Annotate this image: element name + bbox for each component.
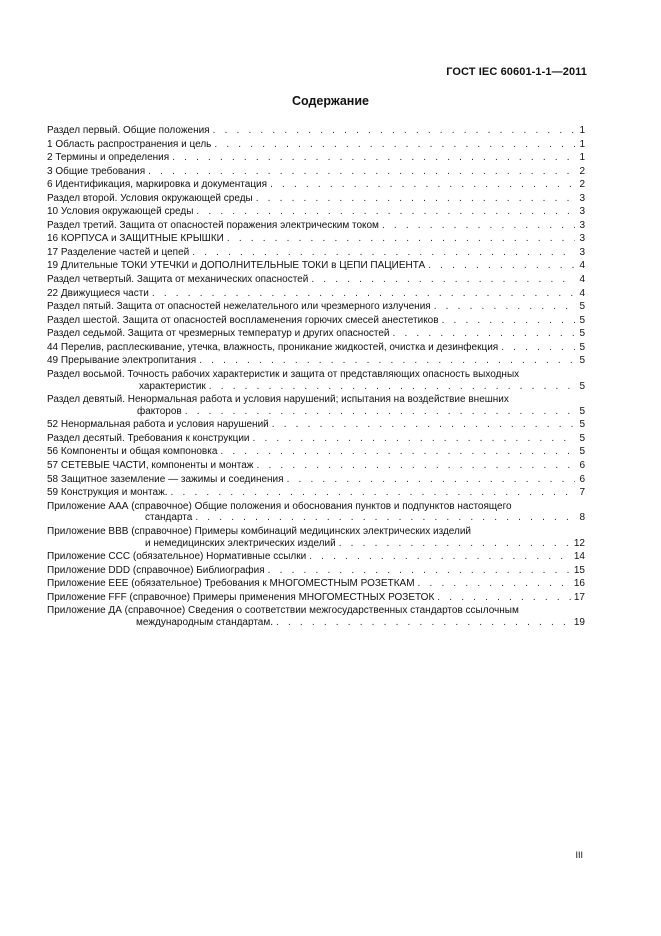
toc-entry[interactable] [47, 605, 585, 628]
dot-leader [268, 565, 572, 577]
dot-leader [213, 125, 575, 137]
dot-leader [253, 433, 576, 445]
toc-entry-page: 3 [579, 246, 585, 258]
toc-entry-page: 5 [579, 380, 585, 392]
toc-entry-label: 49 Прерывание электропитания [47, 355, 197, 367]
toc-entry-label: 10 Условия окружающей среды [47, 206, 194, 218]
toc-entry[interactable] [47, 433, 585, 445]
toc-entry-label: Раздел третий. Защита от опасностей поражения электрическим током [47, 219, 379, 231]
toc-entry-label: 44 Перелив, расплескивание, утечка, влажность, проникание жидкостей, очистка и дезинфекция [47, 341, 499, 353]
toc-entry-page: 15 [573, 564, 585, 576]
toc-entry[interactable] [47, 369, 585, 392]
toc-entry-page: 4 [579, 274, 585, 286]
toc-entry-label: Приложение DDD (справочное) Библиография [47, 564, 265, 576]
toc-entry-label: 6 Идентификация, маркировка и документация [47, 179, 268, 191]
toc-entry-page: 3 [579, 219, 585, 231]
toc-entry[interactable] [47, 301, 585, 313]
toc-entry-page: 5 [579, 341, 585, 353]
dot-leader [311, 274, 575, 286]
toc-entry[interactable] [47, 274, 585, 286]
toc-entry-page: 3 [579, 206, 585, 218]
dot-leader [287, 474, 575, 486]
toc-entry[interactable] [47, 220, 585, 232]
dot-leader [418, 578, 572, 590]
toc-entry-page: 5 [579, 405, 585, 417]
dot-leader [434, 301, 575, 313]
toc-entry-label: Раздел восьмой. Точность рабочих характеристик и защита от представляющих опасность выходных [47, 368, 520, 380]
toc-entry-page: 7 [579, 487, 585, 499]
dot-leader [185, 406, 575, 418]
toc-entry-label: 3 Общие требования [47, 165, 146, 177]
dot-leader [428, 260, 575, 272]
toc-entry[interactable] [47, 419, 585, 431]
dot-leader [276, 617, 572, 629]
toc-entry-label: Раздел четвертый. Защита от механических опасностей [47, 274, 309, 286]
toc-entry-page: 5 [579, 301, 585, 313]
dot-leader [171, 487, 575, 499]
toc-entry-page: 4 [579, 287, 585, 299]
dot-leader [195, 512, 575, 524]
dot-leader [227, 233, 575, 245]
dot-leader [172, 152, 575, 164]
toc-entry-label: 59 Конструкция и монтаж. [47, 487, 168, 499]
toc-entry-label: 1 Область распространения и цель [47, 138, 212, 150]
toc-entry-page: 16 [573, 578, 585, 590]
toc-entry[interactable] [47, 328, 585, 340]
toc-entry-page: 5 [579, 328, 585, 340]
toc-entry-page: 2 [579, 179, 585, 191]
toc-entry-label: Раздел первый. Общие положения [47, 125, 210, 136]
dot-leader [442, 315, 575, 327]
dot-leader [209, 381, 575, 393]
toc-entry[interactable] [47, 193, 585, 205]
dot-leader [382, 220, 575, 232]
toc-entry-label: Раздел седьмой. Защита от чрезмерных температур и других опасностей [47, 328, 390, 340]
toc-entry[interactable] [47, 355, 585, 367]
toc-entry[interactable] [47, 315, 585, 327]
dot-leader [257, 460, 576, 472]
toc-entry-page: 8 [579, 512, 585, 524]
toc-entry-page: 6 [579, 473, 585, 485]
dot-leader [199, 355, 575, 367]
dot-leader [393, 328, 575, 340]
toc-entry-label: Приложение ДА (справочное) Сведения о соответствии межгосударственных стандартов ссылочным [47, 605, 519, 617]
toc-entry-page: 3 [579, 233, 585, 245]
toc-entry-label-continued: стандарта [145, 512, 193, 524]
dot-leader [152, 288, 575, 300]
toc-entry[interactable] [47, 526, 585, 549]
toc-entry[interactable] [47, 474, 585, 486]
toc-entry-page: 5 [579, 355, 585, 367]
toc-entry[interactable] [47, 206, 585, 218]
toc-entry[interactable] [47, 288, 585, 300]
dot-leader [148, 166, 575, 178]
toc-entry-label-continued: факторов [137, 405, 182, 417]
toc-entry-page: 5 [579, 314, 585, 326]
toc-entry[interactable] [47, 394, 585, 417]
toc-entry-label-continued: и немедицинских электрических изделий [145, 537, 336, 549]
toc-entry[interactable] [47, 342, 585, 354]
toc-entry[interactable] [47, 233, 585, 245]
toc-entry-page: 12 [573, 537, 585, 549]
toc-entry[interactable] [47, 125, 585, 137]
toc-entry-label: Раздел пятый. Защита от опасностей нежелательного или чрезмерного излучения [47, 301, 431, 313]
toc-entry[interactable] [47, 460, 585, 472]
toc-entry-page: 3 [579, 192, 585, 204]
dot-leader [192, 247, 575, 259]
toc-entry-label: 22 Движущиеся части [47, 287, 149, 299]
toc-entry-page: 2 [579, 165, 585, 177]
toc-entry-label: 19 Длительные ТОКИ УТЕЧКИ и ДОПОЛНИТЕЛЬНЫЕ ТОКИ в ЦЕПИ ПАЦИЕНТА [47, 260, 426, 272]
page-number: III [575, 850, 583, 860]
dot-leader [220, 446, 575, 458]
toc-entry[interactable] [47, 247, 585, 259]
toc-entry-label-continued: характеристик [139, 380, 206, 392]
toc-entry[interactable] [47, 551, 585, 563]
dot-leader [309, 551, 572, 563]
table-of-contents [47, 125, 585, 631]
toc-entry-label: Раздел девятый. Ненормальная работа и условия нарушений; испытания на воздействие внешних [47, 394, 509, 406]
toc-entry[interactable] [47, 260, 585, 272]
dot-leader [501, 342, 575, 354]
toc-entry-label: Приложение ААА (справочное) Общие положения и обоснования пунктов и подпунктов настоящего [47, 500, 512, 512]
toc-entry-label: Приложение ВВВ (справочное) Примеры комбинаций медицинских электрических изделий [47, 525, 472, 537]
toc-entry[interactable] [47, 446, 585, 458]
toc-entry-label: Приложение ССС (обязательное) Нормативные ссылки [47, 551, 307, 563]
toc-entry-label: 58 Защитное заземление — зажимы и соединения [47, 473, 284, 485]
toc-entry[interactable] [47, 592, 585, 604]
dot-leader [196, 206, 575, 218]
dot-leader [272, 419, 575, 431]
toc-entry-label: 16 КОРПУСА и ЗАЩИТНЫЕ КРЫШКИ [47, 233, 224, 245]
toc-entry[interactable] [47, 487, 585, 499]
toc-entry[interactable] [47, 578, 585, 590]
dot-leader [339, 538, 572, 550]
toc-entry-label: 2 Термины и определения [47, 152, 170, 164]
page-title: Содержание [291, 94, 369, 108]
toc-entry-label: 57 СЕТЕВЫЕ ЧАСТИ, компоненты и монтаж [47, 459, 254, 471]
toc-entry[interactable] [47, 565, 585, 577]
standard-designation: ГОСТ IEC 60601-1-1—2011 [446, 66, 587, 78]
toc-entry-label: Приложение FFF (справочное) Примеры применения МНОГОМЕСТНЫХ РОЗЕТОК [47, 591, 435, 603]
toc-entry-page: 5 [579, 419, 585, 431]
toc-entry[interactable] [47, 166, 585, 178]
toc-entry-page: 4 [579, 260, 585, 272]
dot-leader [214, 139, 575, 151]
toc-entry-page: 17 [573, 591, 585, 603]
toc-entry[interactable] [47, 179, 585, 191]
toc-entry-label: Приложение ЕЕЕ (обязательное) Требования к МНОГОМЕСТНЫМ РОЗЕТКАМ [47, 578, 415, 590]
toc-entry-label: Раздел второй. Условия окружающей среды [47, 192, 253, 204]
toc-entry-label: Раздел десятый. Требования к конструкции [47, 432, 250, 444]
toc-entry-page: 1 [579, 138, 585, 150]
toc-entry-label-continued: международным стандартам. [136, 617, 274, 629]
toc-entry-page: 5 [579, 432, 585, 444]
toc-entry-page: 1 [579, 125, 585, 136]
toc-entry-label: 56 Компоненты и общая компоновка [47, 446, 218, 458]
toc-entry[interactable] [47, 139, 585, 151]
toc-entry-page: 6 [579, 459, 585, 471]
toc-entry-label: 17 Разделение частей и цепей [47, 246, 190, 258]
toc-entry-page: 19 [573, 617, 585, 629]
toc-entry-page: 14 [573, 551, 585, 563]
dot-leader [437, 592, 572, 604]
toc-entry-label: Раздел шестой. Защита от опасностей воспламенения горючих смесей анестетиков [47, 314, 439, 326]
toc-entry[interactable] [47, 501, 585, 524]
toc-entry-label: 52 Ненормальная работа и условия нарушений [47, 419, 269, 431]
toc-entry-page: 5 [579, 446, 585, 458]
dot-leader [270, 179, 575, 191]
toc-entry-page: 1 [579, 152, 585, 164]
toc-entry[interactable] [47, 152, 585, 164]
dot-leader [256, 193, 575, 205]
